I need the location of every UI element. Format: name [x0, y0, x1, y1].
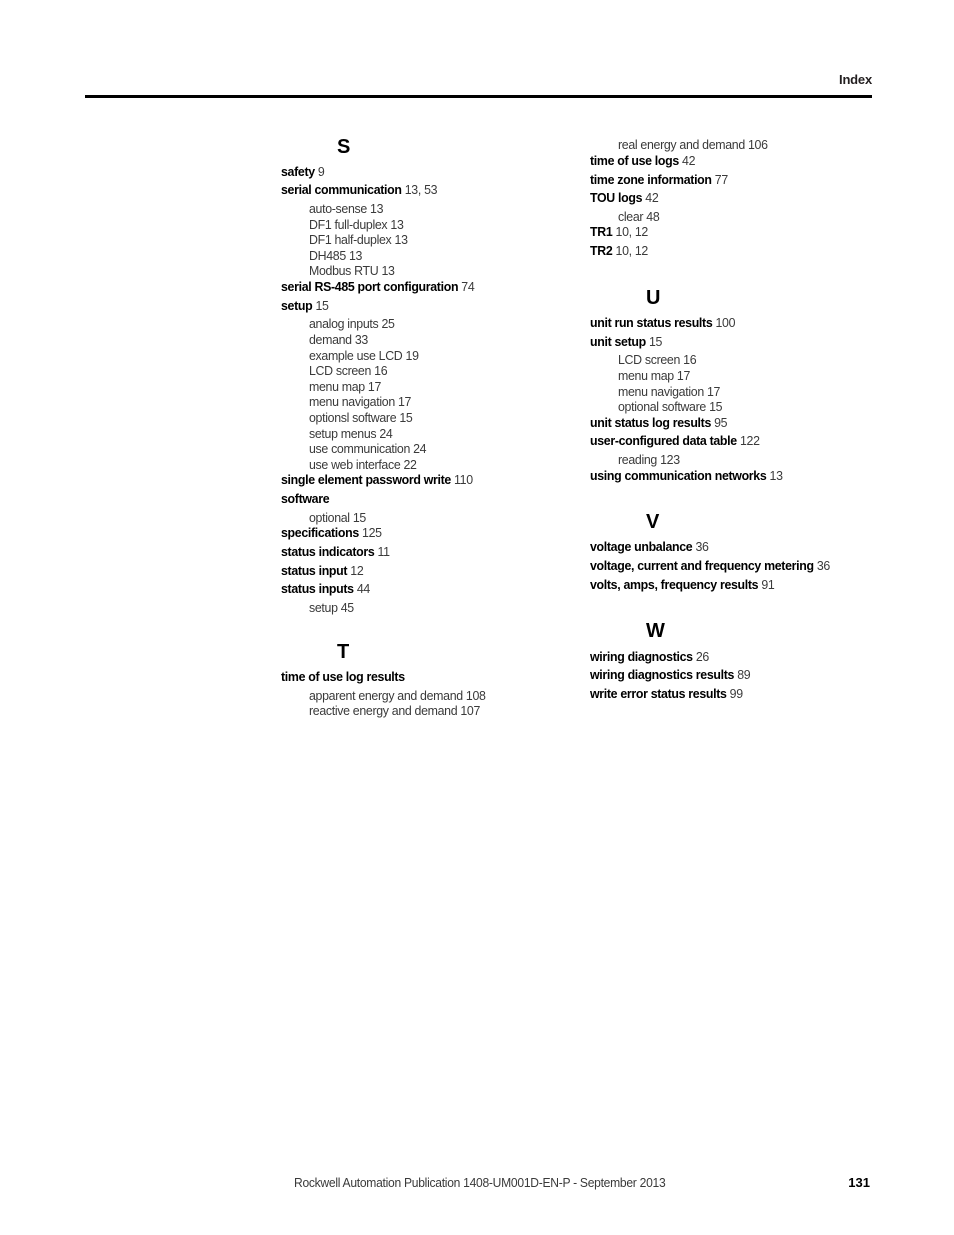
index-subentry: optional software 15 [618, 399, 723, 414]
index-entry [590, 577, 774, 593]
index-pages: 12 [350, 563, 364, 578]
index-subentry: auto-sense 13 [309, 201, 384, 216]
index-pages: 89 [737, 667, 751, 682]
index-term: volts, amps, frequency results [590, 577, 759, 592]
index-pages: 36 [816, 558, 830, 573]
index-pages: 9 [317, 164, 325, 179]
section-letter-u: U [646, 287, 661, 309]
index-subentry: Modbus RTU 13 [309, 263, 395, 278]
index-entry [281, 544, 390, 560]
index-term: unit status log results [590, 415, 712, 430]
index-term: user-configured data table [590, 433, 737, 448]
index-pages: 99 [729, 686, 743, 701]
index-pages: 10, 12 [615, 224, 648, 239]
index-entry [590, 468, 783, 484]
index-entry [590, 153, 695, 169]
index-pages: 100 [715, 315, 736, 330]
section-letter-w: W [646, 620, 665, 642]
index-entry [590, 224, 648, 240]
index-term: wiring diagnostics results [590, 667, 735, 682]
index-pages: 15 [315, 298, 329, 313]
index-term: serial RS-485 port configuration [281, 279, 459, 294]
index-pages: 10, 12 [615, 243, 648, 258]
index-term: TOU logs [590, 190, 643, 205]
index-pages: 77 [714, 172, 728, 187]
index-term: status indicators [281, 544, 375, 559]
index-entry [590, 415, 727, 431]
index-term: status inputs [281, 581, 354, 596]
index-subentry: DF1 half-duplex 13 [309, 232, 408, 247]
index-term: setup [281, 298, 313, 313]
index-pages: 42 [645, 190, 659, 205]
index-term: voltage unbalance [590, 539, 693, 554]
index-term: specifications [281, 525, 359, 540]
index-term: serial communication [281, 182, 402, 197]
index-entry [590, 649, 709, 665]
index-entry [281, 279, 474, 295]
index-pages: 13 [769, 468, 783, 483]
section-letter-s: S [337, 136, 351, 158]
index-term: using communication networks [590, 468, 767, 483]
index-pages: 74 [461, 279, 475, 294]
index-subentry: menu navigation 17 [618, 384, 721, 399]
header-title: Index [839, 72, 872, 87]
index-entry [281, 525, 382, 541]
index-entry [590, 190, 658, 206]
index-entry [281, 298, 329, 314]
index-subentry: clear 48 [618, 209, 660, 224]
index-entry [590, 539, 709, 555]
index-term: voltage, current and frequency metering [590, 558, 814, 573]
index-pages: 13, 53 [404, 182, 438, 197]
index-subentry: menu map 17 [618, 368, 691, 383]
index-subentry: DF1 full-duplex 13 [309, 217, 404, 232]
index-subentry: menu map 17 [309, 379, 382, 394]
index-subentry: DH485 13 [309, 248, 363, 263]
index-subentry: reading 123 [618, 452, 680, 467]
index-subentry: optional 15 [309, 510, 366, 525]
index-pages: 26 [695, 649, 709, 664]
index-term: safety [281, 164, 315, 179]
index-pages: 42 [682, 153, 696, 168]
index-pages: 11 [377, 544, 390, 559]
index-subentry: demand 33 [309, 332, 368, 347]
index-term: write error status results [590, 686, 727, 701]
index-entry [590, 334, 662, 350]
index-entry [590, 686, 743, 702]
index-pages: 110 [454, 472, 473, 487]
index-subentry: analog inputs 25 [309, 316, 395, 331]
index-subentry: use communication 24 [309, 441, 427, 456]
index-entry [281, 669, 405, 685]
index-entry [281, 563, 363, 579]
index-entry [281, 491, 329, 507]
index-entry [590, 558, 830, 574]
index-subentry: use web interface 22 [309, 457, 417, 472]
section-letter-v: V [646, 511, 660, 533]
index-entry [281, 164, 324, 180]
index-pages: 122 [739, 433, 760, 448]
index-entry [281, 182, 437, 198]
index-subentry: optionsl software 15 [309, 410, 413, 425]
index-subentry: menu navigation 17 [309, 394, 412, 409]
header-rule [85, 95, 872, 98]
index-subentry: setup menus 24 [309, 426, 393, 441]
footer-page-number: 131 [848, 1175, 870, 1190]
index-term: TR1 [590, 224, 613, 239]
index-term: wiring diagnostics [590, 649, 693, 664]
index-entry [281, 581, 370, 597]
index-pages: 125 [362, 525, 382, 540]
index-entry [590, 667, 750, 683]
index-entry [590, 243, 648, 259]
index-term: single element password write [281, 472, 451, 487]
index-term: time of use log results [281, 669, 405, 684]
index-term: unit run status results [590, 315, 713, 330]
footer-publication: Rockwell Automation Publication 1408-UM001D-EN-P - September 2013 [294, 1175, 666, 1190]
index-term: time of use logs [590, 153, 679, 168]
index-pages: 44 [356, 581, 370, 596]
index-subentry: LCD screen 16 [309, 363, 388, 378]
index-term: TR2 [590, 243, 613, 258]
index-pages: 91 [761, 577, 775, 592]
index-term: software [281, 491, 330, 506]
index-pages: 15 [648, 334, 663, 349]
section-letter-t: T [337, 641, 350, 663]
index-subentry: apparent energy and demand 108 [309, 688, 486, 703]
index-entry [590, 315, 735, 331]
index-entry [590, 172, 728, 188]
index-subentry: reactive energy and demand 107 [309, 703, 481, 718]
index-subentry: setup 45 [309, 600, 354, 615]
index-entry [281, 472, 473, 488]
index-pages: 36 [695, 539, 709, 554]
index-entry [590, 433, 760, 449]
index-subentry: LCD screen 16 [618, 352, 697, 367]
index-subentry: example use LCD 19 [309, 348, 419, 363]
index-term: time zone information [590, 172, 712, 187]
index-term: status input [281, 563, 348, 578]
index-subentry: real energy and demand 106 [618, 137, 768, 152]
index-term: unit setup [590, 334, 646, 349]
index-pages: 95 [714, 415, 728, 430]
